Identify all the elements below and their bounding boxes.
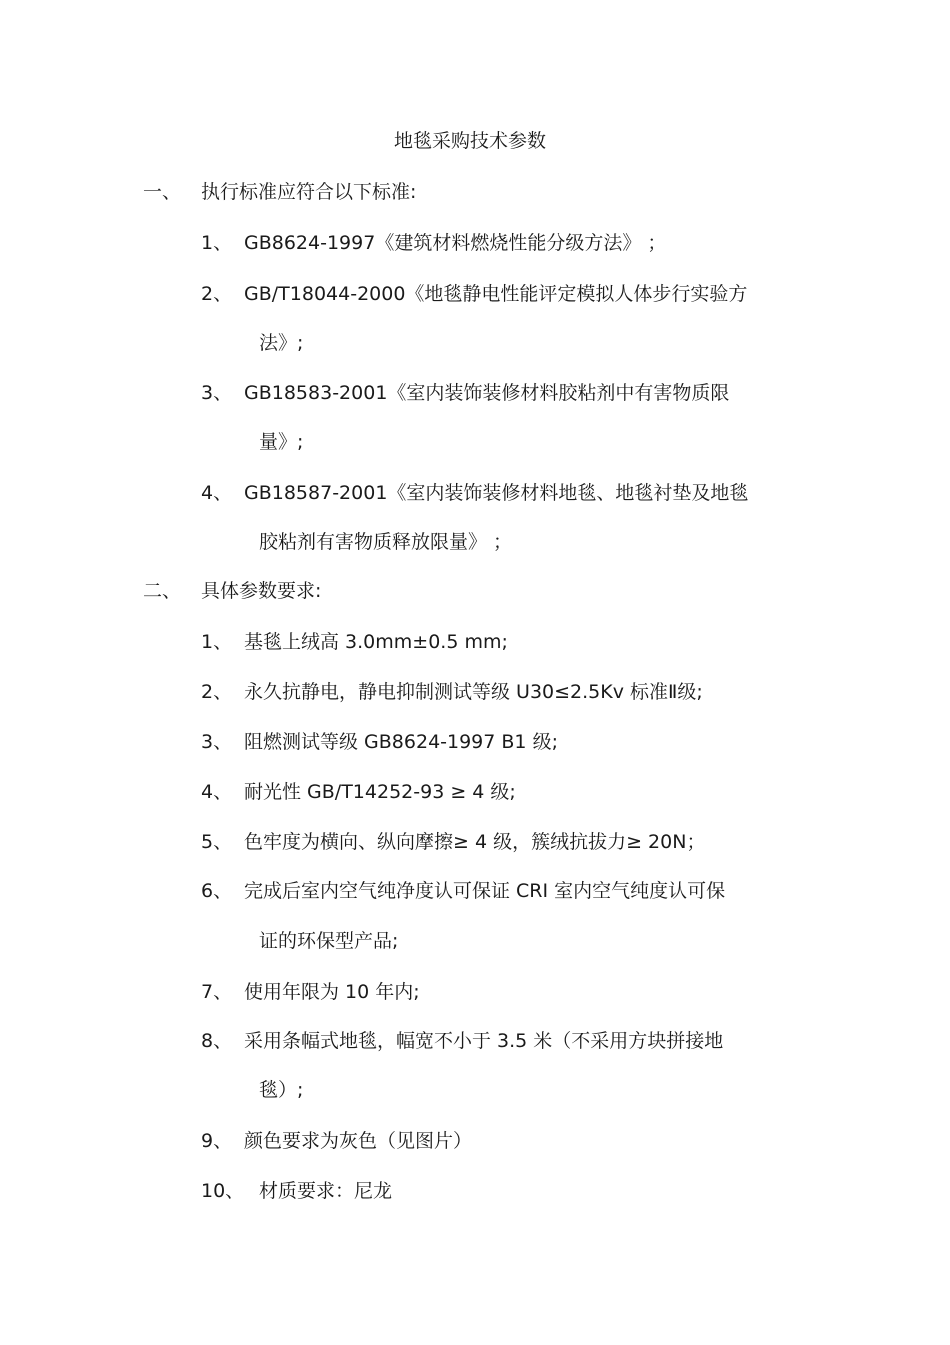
list-item-text-continuation: 法》; <box>259 332 304 354</box>
list-item-number: 5、 <box>201 831 233 853</box>
list-item-number: 6、 <box>201 880 233 902</box>
list-item-text: 永久抗静电，静电抑制测试等级 U30≤2.5Kv 标准Ⅱ级; <box>244 681 703 703</box>
list-item-text: GB8624-1997《建筑材料燃烧性能分级方法》 ； <box>244 232 667 254</box>
list-item-text-continuation: 量》; <box>259 431 304 453</box>
list-item-number: 2、 <box>201 681 233 703</box>
section-heading: 执行标准应符合以下标准: <box>201 181 417 203</box>
list-item-number: 4、 <box>201 482 233 504</box>
list-item-number: 1、 <box>201 232 233 254</box>
list-item-text: 采用条幅式地毯，幅宽不小于 3.5 米（不采用方块拼接地 <box>244 1030 724 1052</box>
section-heading: 具体参数要求: <box>201 580 322 602</box>
list-item-text: 基毯上绒高 3.0mm±0.5 mm; <box>244 631 508 653</box>
list-item-text: GB18587-2001《室内装饰装修材料地毯、地毯衬垫及地毯 <box>244 482 749 504</box>
list-item-number: 3、 <box>201 382 233 404</box>
list-item-number: 3、 <box>201 731 233 753</box>
list-item-text-continuation: 毯）; <box>259 1079 304 1101</box>
list-item-number: 9、 <box>201 1130 233 1152</box>
list-item-text: 使用年限为 10 年内; <box>244 981 420 1003</box>
list-item-text: GB18583-2001《室内装饰装修材料胶粘剂中有害物质限 <box>244 382 730 404</box>
list-item-text-continuation: 胶粘剂有害物质释放限量》 ； <box>259 531 513 553</box>
list-item-number: 7、 <box>201 981 233 1003</box>
list-item-number: 10、 <box>201 1180 245 1202</box>
list-item-number: 1、 <box>201 631 233 653</box>
list-item-text-continuation: 证的环保型产品; <box>259 930 399 952</box>
section-marker: 二、 <box>143 580 182 602</box>
list-item-text: 材质要求：尼龙 <box>259 1180 393 1202</box>
list-item-text: 颜色要求为灰色（见图片） <box>244 1130 473 1152</box>
list-item-number: 4、 <box>201 781 233 803</box>
document-title: 地毯采购技术参数 <box>393 130 546 152</box>
list-item-text: GB/T18044-2000《地毯静电性能评定模拟人体步行实验方 <box>244 283 748 305</box>
list-item-text: 完成后室内空气纯净度认可保证 CRI 室内空气纯度认可保 <box>244 880 726 902</box>
section-marker: 一、 <box>143 181 182 203</box>
list-item-number: 2、 <box>201 283 233 305</box>
list-item-text: 耐光性 GB/T14252-93 ≥ 4 级; <box>244 781 516 803</box>
list-item-text: 色牢度为横向、纵向摩擦≥ 4 级，簇绒抗拔力≥ 20N； <box>244 831 706 853</box>
list-item-text: 阻燃测试等级 GB8624-1997 B1 级; <box>244 731 558 753</box>
list-item-number: 8、 <box>201 1030 233 1052</box>
